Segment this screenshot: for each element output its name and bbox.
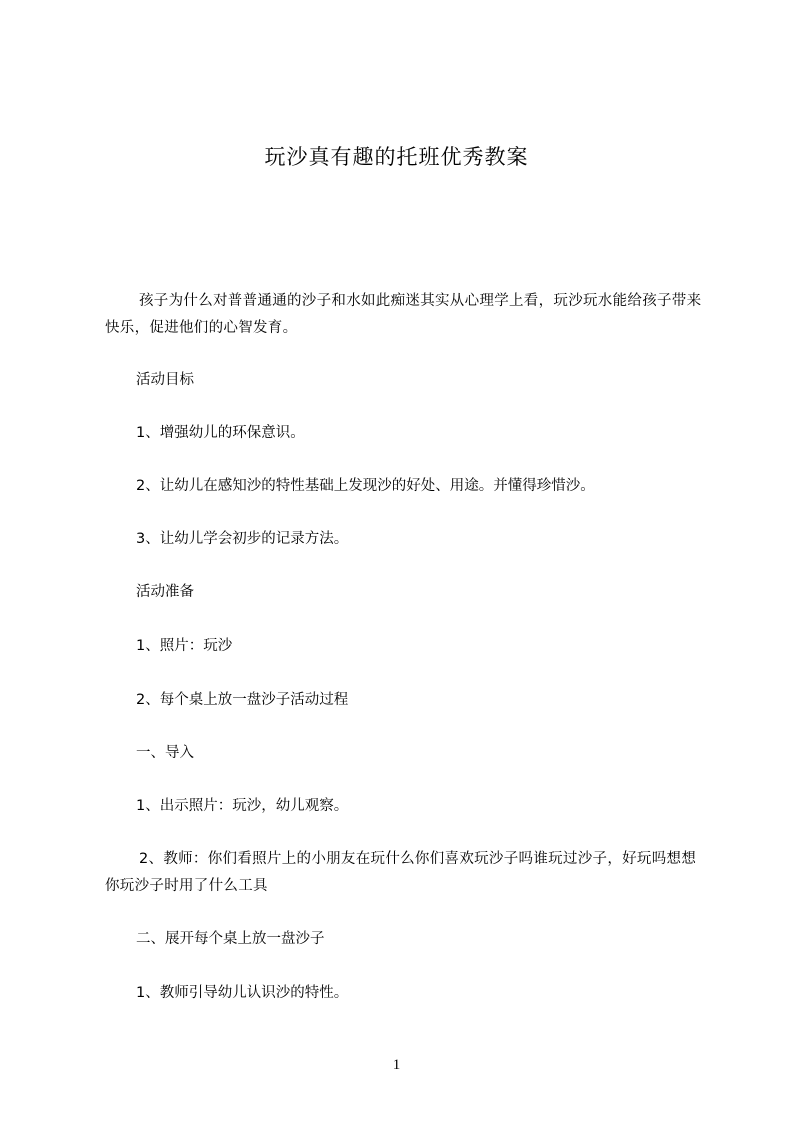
preparation-item-1: 1、照片：玩沙 <box>136 638 233 654</box>
intro-paragraph: 孩子为什么对普普通通的沙子和水如此痴迷其实从心理学上看，玩沙玩水能给孩子带来快乐，促进他们的心智发育。 <box>105 293 702 336</box>
process-item-2: 2、教师：你们看照片上的小朋友在玩什么你们喜欢玩沙子吗谁玩过沙子，好玩吗想想你玩沙子时用了什么工具 <box>105 851 697 894</box>
process-item-3: 1、教师引导幼儿认识沙的特性。 <box>136 985 349 1001</box>
preparation-item-2: 2、每个桌上放一盘沙子活动过程 <box>136 692 349 708</box>
section-heading-preparation: 活动准备 <box>136 584 194 600</box>
page-number: 1 <box>392 1057 401 1073</box>
objective-item-1: 1、增强幼儿的环保意识。 <box>136 425 305 441</box>
document-title: 玩沙真有趣的托班优秀教案 <box>264 145 529 169</box>
section-heading-intro: 一、导入 <box>136 745 194 761</box>
section-heading-expand: 二、展开每个桌上放一盘沙子 <box>136 931 325 947</box>
section-heading-objectives: 活动目标 <box>136 372 194 388</box>
process-item-1: 1、出示照片：玩沙，幼儿观察。 <box>136 798 349 814</box>
objective-item-2: 2、让幼儿在感知沙的特性基础上发现沙的好处、用途。并懂得珍惜沙。 <box>136 478 595 494</box>
objective-item-3: 3、让幼儿学会初步的记录方法。 <box>136 531 349 547</box>
